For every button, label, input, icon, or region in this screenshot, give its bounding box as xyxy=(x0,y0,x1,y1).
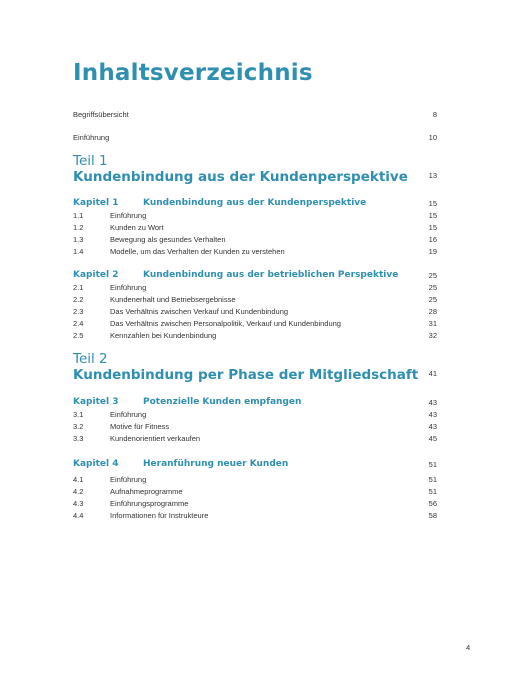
part-page: 13 xyxy=(428,171,437,180)
chapter-page: 25 xyxy=(428,271,437,280)
subentry-page: 32 xyxy=(428,331,437,340)
subentry-number: 1.3 xyxy=(73,235,84,244)
subentry-page: 25 xyxy=(428,283,437,292)
subentry-number: 2.4 xyxy=(73,319,84,328)
page-title: Inhaltsverzeichnis xyxy=(73,60,313,86)
subentry-page: 15 xyxy=(428,211,437,220)
subentry-number: 3.1 xyxy=(73,410,84,419)
part-heading-teil-1[interactable] xyxy=(73,153,437,185)
toc-entry-einfuehrung[interactable] xyxy=(73,133,437,142)
subentry-number: 2.5 xyxy=(73,331,84,340)
part-number: Teil 1 xyxy=(73,153,108,169)
page-number: 4 xyxy=(466,643,471,652)
subentry-page: 58 xyxy=(428,511,437,520)
subentry-label: Kundenorientiert verkaufen xyxy=(110,434,201,443)
subentry-label: Kennzahlen bei Kundenbindung xyxy=(110,331,217,340)
subentry-page: 28 xyxy=(428,307,437,316)
subentry-label: Modelle, um das Verhalten der Kunden zu verstehen xyxy=(110,247,285,256)
subentry-label: Das Verhältnis zwischen Personalpolitik, Verkauf und Kundenbindung xyxy=(110,319,341,328)
chapter-number: Kapitel 4 xyxy=(73,459,119,469)
subentry-page: 51 xyxy=(428,487,437,496)
subentry-number: 3.2 xyxy=(73,422,84,431)
subentry-page: 56 xyxy=(428,499,437,508)
chapter-title: Heranführung neuer Kunden xyxy=(143,459,289,469)
chapter-title: Kundenbindung aus der Kundenperspektive xyxy=(143,198,367,208)
chapter-number: Kapitel 3 xyxy=(73,397,119,407)
toc-entry-begriffsuebersicht[interactable] xyxy=(73,110,437,119)
part-title: Kundenbindung aus der Kundenperspektive xyxy=(73,169,408,185)
subentry-number: 2.2 xyxy=(73,295,84,304)
subentry-number: 3.3 xyxy=(73,434,84,443)
subentry-label: Bewegung als gesundes Verhalten xyxy=(110,235,226,244)
subentry-number: 1.2 xyxy=(73,223,84,232)
subentry-number: 1.4 xyxy=(73,247,84,256)
subentry-label: Einführung xyxy=(110,410,147,419)
subentry-label: Einführungsprogramme xyxy=(110,499,189,508)
subentry-label: Informationen für Instrukteure xyxy=(110,511,209,520)
chapter-number: Kapitel 1 xyxy=(73,198,119,208)
subentry-label: Einführung xyxy=(110,475,147,484)
subentry-page: 43 xyxy=(428,422,437,431)
subentry-number: 4.2 xyxy=(73,487,84,496)
subentry-label: Motive für Fitness xyxy=(110,422,170,431)
subentry-page: 15 xyxy=(428,223,437,232)
subentry-page: 16 xyxy=(428,235,437,244)
subentry-number: 4.3 xyxy=(73,499,84,508)
part-title: Kundenbindung per Phase der Mitgliedschaft xyxy=(73,367,419,383)
toc-entry-page: 10 xyxy=(428,133,437,142)
subentry-label: Einführung xyxy=(110,283,147,292)
subentry-label: Einführung xyxy=(110,211,147,220)
chapter-title: Potenzielle Kunden empfangen xyxy=(143,397,302,407)
chapter-number: Kapitel 2 xyxy=(73,270,119,280)
subentry-page: 19 xyxy=(428,247,437,256)
subentry-label: Kunden zu Wort xyxy=(110,223,164,232)
toc-entry-label: Begriffsübersicht xyxy=(73,110,129,119)
chapter-page: 43 xyxy=(428,398,437,407)
subentry-page: 25 xyxy=(428,295,437,304)
subentry-number: 2.1 xyxy=(73,283,84,292)
subentry-number: 4.4 xyxy=(73,511,84,520)
subentry-label: Kundenerhalt und Betriebsergebnisse xyxy=(110,295,236,304)
chapter-title: Kundenbindung aus der betrieblichen Perspektive xyxy=(143,270,399,280)
part-heading-teil-2[interactable] xyxy=(73,351,437,383)
subentry-page: 43 xyxy=(428,410,437,419)
part-number: Teil 2 xyxy=(73,351,108,367)
subentry-number: 2.3 xyxy=(73,307,84,316)
toc-entry-page: 8 xyxy=(432,110,437,119)
subentry-number: 4.1 xyxy=(73,475,84,484)
part-page: 41 xyxy=(428,369,437,378)
subentry-label: Das Verhältnis zwischen Verkauf und Kundenbindung xyxy=(110,307,289,316)
subentry-page: 45 xyxy=(428,434,437,443)
chapter-page: 15 xyxy=(428,199,437,208)
subentry-page: 51 xyxy=(428,475,437,484)
subentry-label: Aufnahmeprogramme xyxy=(110,487,183,496)
subentry-page: 31 xyxy=(428,319,437,328)
subentry-number: 1.1 xyxy=(73,211,84,220)
chapter-page: 51 xyxy=(428,460,437,469)
toc-entry-label: Einführung xyxy=(73,133,110,142)
